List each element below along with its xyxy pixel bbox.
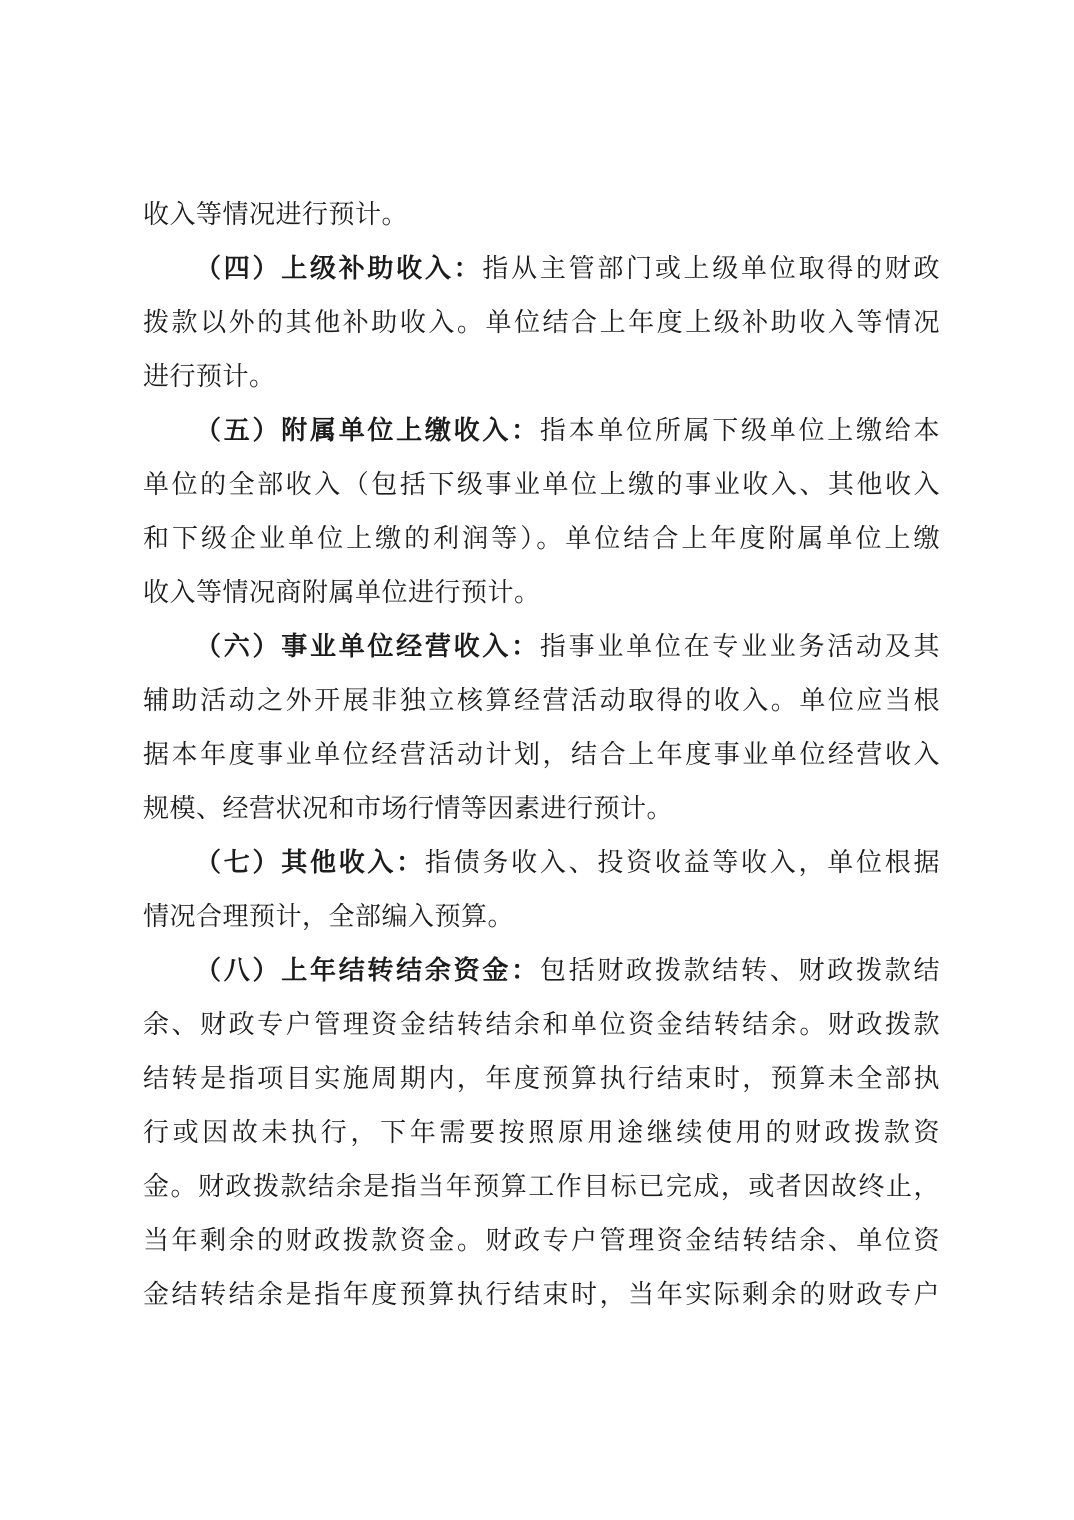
text-line xyxy=(143,998,940,1052)
text-line xyxy=(143,836,940,890)
line-text: 辅助活动之外开展非独立核算经营活动取得的收入。单位应当根 xyxy=(143,686,940,715)
text-line xyxy=(143,188,940,242)
text-line xyxy=(143,1268,940,1322)
line-text: 单位的全部收入（包括下级事业单位上缴的事业收入、其他收入 xyxy=(143,470,940,499)
line-text: 和下级企业单位上缴的利润等）。单位结合上年度附属单位上缴 xyxy=(143,524,940,553)
text-line xyxy=(143,944,940,998)
text-line xyxy=(143,1214,940,1268)
text-line xyxy=(143,296,940,350)
line-text: 收入等情况商附属单位进行预计。 xyxy=(143,578,541,607)
text-line xyxy=(143,566,940,620)
paragraph-lead: （八）上年结转结余资金： xyxy=(195,956,540,985)
paragraph-lead: （七）其他收入： xyxy=(195,848,425,877)
text-block xyxy=(143,188,940,1322)
paragraph-lead: （五）附属单位上缴收入： xyxy=(195,416,540,445)
text-line xyxy=(143,728,940,782)
text-line xyxy=(143,404,940,458)
line-text: 余、财政专户管理资金结转结余和单位资金结转结余。财政拨款 xyxy=(143,1010,940,1039)
line-text: 包括财政拨款结转、财政拨款结 xyxy=(539,956,940,985)
line-text: 当年剩余的财政拨款资金。财政专户管理资金结转结余、单位资 xyxy=(143,1226,940,1255)
text-line xyxy=(143,890,940,944)
paragraph-lead: （六）事业单位经营收入： xyxy=(195,632,540,661)
text-line xyxy=(143,1106,940,1160)
line-text: 拨款以外的其他补助收入。单位结合上年度上级补助收入等情况 xyxy=(143,308,940,337)
text-line xyxy=(143,512,940,566)
line-text: 指从主管部门或上级单位取得的财政 xyxy=(482,254,940,283)
line-text: 结转是指项目实施周期内，年度预算执行结束时，预算未全部执 xyxy=(143,1064,940,1093)
text-line xyxy=(143,620,940,674)
line-text: 进行预计。 xyxy=(143,362,276,391)
text-line xyxy=(143,1160,940,1214)
text-line xyxy=(143,782,940,836)
line-text: 金。财政拨款结余是指当年预算工作目标已完成，或者因故终止， xyxy=(143,1172,940,1201)
line-text: 据本年度事业单位经营活动计划，结合上年度事业单位经营收入 xyxy=(143,740,940,769)
line-text: 金结转结余是指年度预算执行结束时，当年实际剩余的财政专户 xyxy=(143,1280,940,1309)
text-line xyxy=(143,1052,940,1106)
text-line xyxy=(143,674,940,728)
line-text: 收入等情况进行预计。 xyxy=(143,200,409,229)
line-text: 指债务收入、投资收益等收入，单位根据 xyxy=(424,848,940,877)
line-text: 情况合理预计，全部编入预算。 xyxy=(143,902,515,931)
line-text: 指本单位所属下级单位上缴给本 xyxy=(539,416,940,445)
paragraph-lead: （四）上级补助收入： xyxy=(195,254,483,283)
line-text: 指事业单位在专业业务活动及其 xyxy=(539,632,940,661)
line-text: 行或因故未执行，下年需要按照原用途继续使用的财政拨款资 xyxy=(143,1118,940,1147)
line-text: 规模、经营状况和市场行情等因素进行预计。 xyxy=(143,794,674,823)
text-line xyxy=(143,458,940,512)
text-line xyxy=(143,242,940,296)
text-line xyxy=(143,350,940,404)
